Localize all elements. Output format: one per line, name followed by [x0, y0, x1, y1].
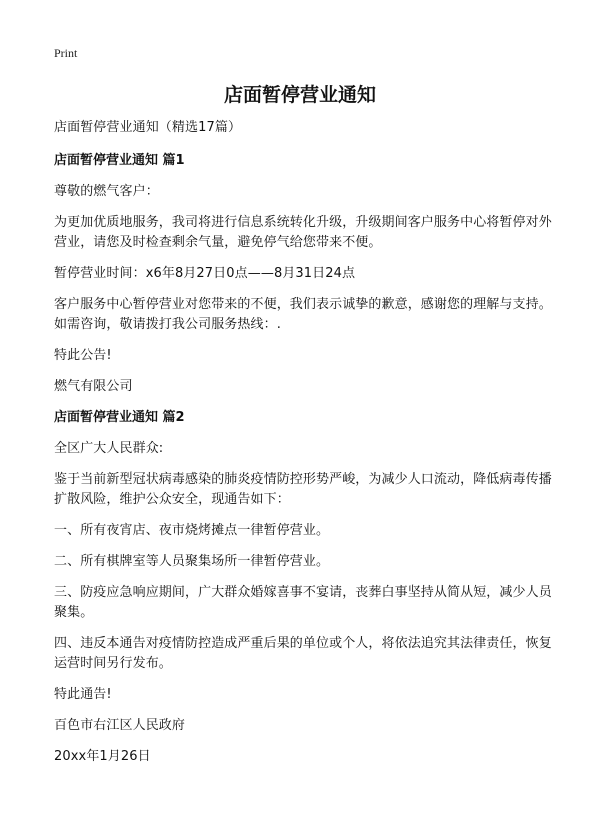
document-subtitle: 店面暂停营业通知（精选17篇） — [54, 120, 242, 135]
signature: 燃气有限公司 — [54, 379, 133, 394]
list-item: 一、所有夜宵店、夜市烧烤摊点一律暂停营业。 — [54, 523, 330, 538]
signature: 百色市右江区人民政府 — [54, 718, 186, 733]
paragraph: 鉴于当前新型冠状病毒感染的肺炎疫情防控形势严峻，为减少人口流动，降低病毒传播扩散风险，维护公众安全，现通告如下： — [54, 472, 552, 507]
greeting: 尊敬的燃气客户： — [54, 184, 159, 199]
page-title: 店面暂停营业通知 — [223, 84, 376, 106]
list-item: 四、违反本通告对疫情防控造成严重后果的单位或个人，将依法追究其法律责任，恢复运营时间另行发布。 — [54, 636, 552, 671]
list-item: 三、防疫应急响应期间，广大群众婚嫁喜事不宴请，丧葬白事坚持从简从短，减少人员聚集。 — [54, 585, 552, 620]
date: 20xx年1月26日 — [54, 749, 151, 764]
notice-closing: 特此公告! — [54, 348, 112, 363]
notice-closing: 特此通告! — [54, 687, 112, 702]
closure-time: 暂停营业时间：x6年8月27日0点——8月31日24点 — [54, 266, 356, 281]
section-heading-1: 店面暂停营业通知 篇1 — [54, 153, 185, 168]
paragraph: 客户服务中心暂停营业对您带来的不便，我们表示诚挚的歉意，感谢您的理解与支持。如需咨询，敬请拨打我公司服务热线：. — [54, 297, 552, 332]
print-label: Print — [54, 46, 78, 60]
document-body — [54, 118, 554, 778]
greeting: 全区广大人民群众: — [54, 441, 164, 456]
section-heading-2: 店面暂停营业通知 篇2 — [54, 410, 185, 425]
list-item: 二、所有棋牌室等人员聚集场所一律暂停营业。 — [54, 554, 330, 569]
paragraph: 为更加优质地服务，我司将进行信息系统转化升级，升级期间客户服务中心将暂停对外营业，请您及时检查剩余气量，避免停气给您带来不便。 — [54, 215, 552, 250]
